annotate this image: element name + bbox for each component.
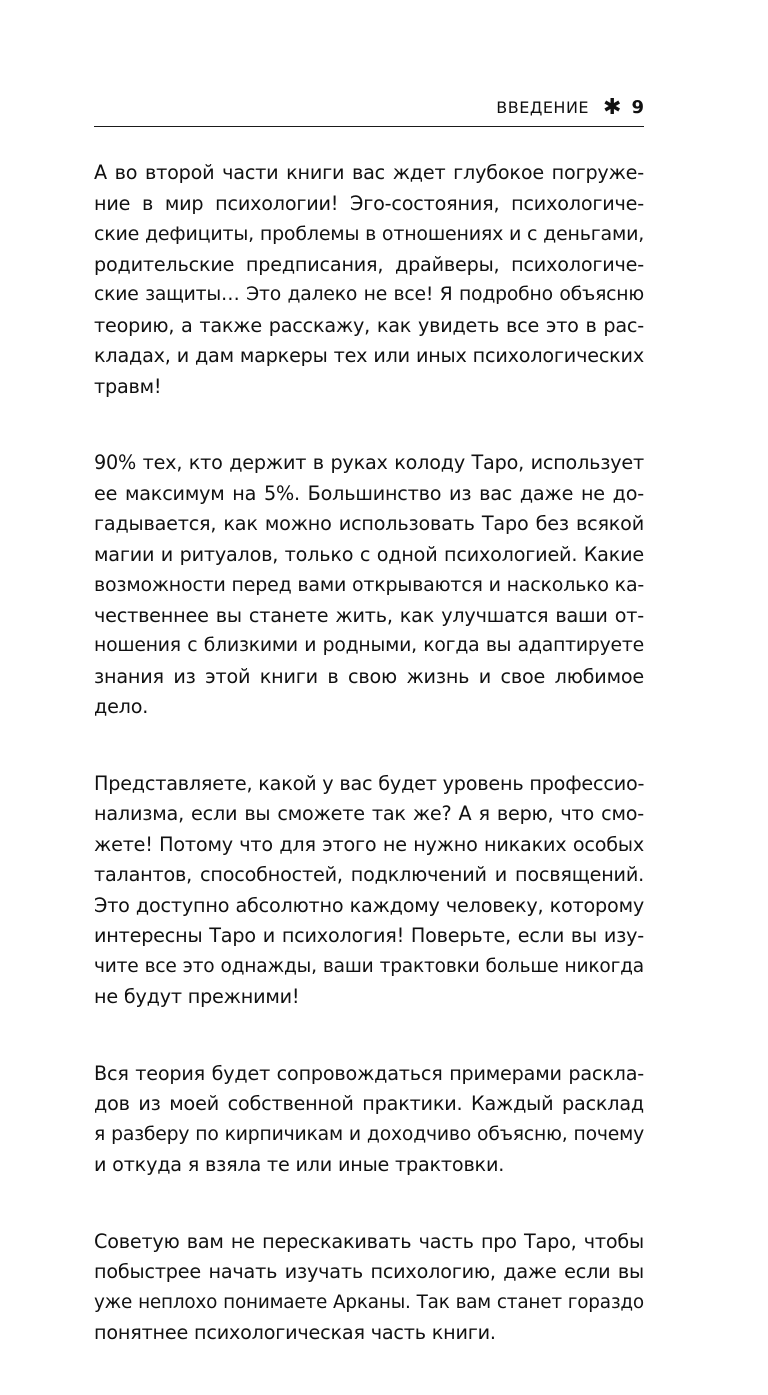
text-line: я разберу по кирпичикам и доходчиво объясню, почему — [94, 1123, 644, 1145]
text-line: талантов, способностей, подключений и посвящений. — [94, 863, 644, 886]
text-line: уже неплохо понимаете Арканы. Так вам станет гораздо — [94, 1291, 644, 1313]
text-line: А во второй части книги вас ждет глубокое погруже- — [94, 161, 644, 184]
paragraph-2 — [94, 448, 644, 723]
text-line: кладах, и дам маркеры тех или иных психологических — [94, 344, 644, 367]
text-line: не будут прежними! — [94, 985, 300, 1008]
text-line: Вся теория будет сопровождаться примерами раскла- — [94, 1061, 644, 1085]
text-line: побыстрее начать изучать психологию, даже если вы — [94, 1260, 644, 1283]
section-title: ВВЕДЕНИЕ — [496, 98, 590, 117]
asterisk-star-icon: ✱ — [603, 94, 622, 120]
text-line: дов из моей собственной практики. Каждый расклад — [94, 1092, 644, 1115]
text-line: Представляете, какой у вас будет уровень профессио- — [94, 771, 645, 795]
text-line: и откуда я взяла те или иные трактовки. — [94, 1153, 505, 1176]
text-line: дело. — [94, 695, 149, 718]
text-line: ее максимум на 5%. Большинство из вас даже не до- — [94, 481, 644, 505]
text-line: понятнее психологическая часть книги. — [94, 1321, 496, 1344]
paragraph-1 — [94, 158, 644, 402]
text-line: ношения с близкими и родными, когда вы адаптируете — [94, 635, 644, 656]
text-line: Это доступно абсолютно каждому человеку, которому — [94, 893, 644, 917]
running-header — [94, 93, 644, 127]
text-line: магии и ритуалов, только с одной психологией. Какие — [94, 542, 644, 566]
text-line: ские защиты… Это далеко не все! Я подробно объясню — [94, 284, 644, 305]
text-line: интересны Таро и психология! Поверьте, если вы изу- — [94, 924, 644, 947]
text-line: чественнее вы станете жить, как улучшатся ваши от- — [94, 603, 644, 627]
text-line: ние в мир психологии! Эго-состояния, психологиче- — [94, 191, 644, 215]
text-line: Советую вам не перескакивать часть про Таро, чтобы — [94, 1229, 644, 1253]
page-number: 9 — [631, 97, 644, 118]
page-body — [94, 158, 644, 1395]
paragraph-5 — [94, 1227, 644, 1349]
text-line: 90% тех, кто держит в руках колоду Таро, использует — [94, 451, 644, 474]
paragraph-4 — [94, 1059, 644, 1181]
text-line: нализма, если вы сможете так же? А я верю, что смо- — [94, 802, 644, 825]
text-line: родительские предписания, драйверы, психологиче- — [94, 252, 644, 276]
text-line: гадывается, как можно использовать Таро без всякой — [94, 512, 644, 535]
text-line: возможности перед вами открываются и насколько ка- — [94, 574, 645, 596]
text-line: жете! Потому что для этого не нужно никаких особых — [94, 832, 644, 856]
text-line: ские дефициты, проблемы в отношениях и с деньгами, — [94, 223, 645, 245]
text-line: знания из этой книги в свою жизнь и свое любимое — [94, 664, 644, 688]
text-line: травм! — [94, 374, 162, 398]
text-line: теорию, а также расскажу, как увидеть все это в рас- — [94, 313, 644, 337]
text-line: чите все это однажды, ваши трактовки больше никогда — [94, 955, 644, 977]
paragraph-3 — [94, 769, 644, 1013]
